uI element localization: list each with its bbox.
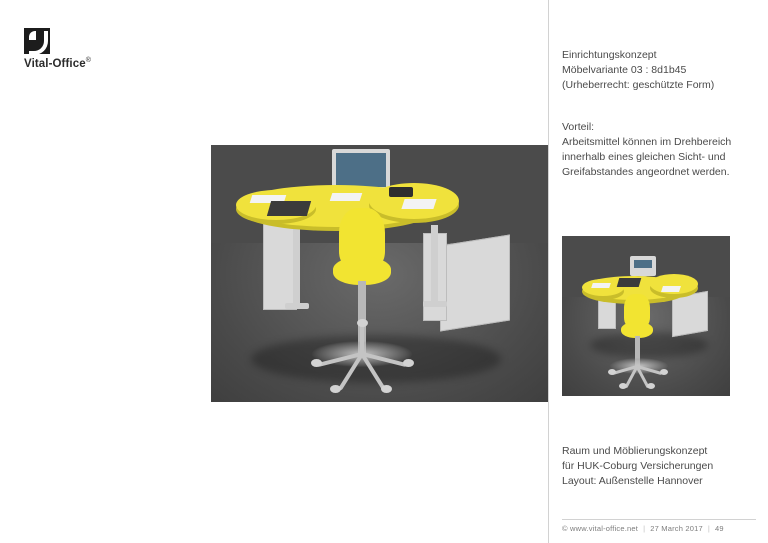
chair-spoke [360, 324, 364, 354]
project-line-2: für HUK-Coburg Versicherungen [562, 460, 714, 472]
benefit-block [562, 120, 758, 180]
footer-page-number: 49 [715, 524, 724, 533]
logo-name: Vital-Office [24, 57, 86, 70]
benefit-heading: Vorteil: [562, 121, 595, 133]
left-pedestal [263, 222, 297, 310]
footer-separator-2: | [707, 524, 711, 533]
vital-office-logo-icon [24, 28, 50, 54]
thumb-right-sideboard [672, 291, 708, 337]
thumb-chair-caster [660, 369, 668, 375]
right-sideboard [440, 234, 510, 331]
desk-phone [389, 187, 413, 197]
project-block [562, 444, 758, 489]
footer-copyright: © www.vital-office.net [562, 524, 639, 533]
footer-separator-1: | [643, 524, 646, 533]
desk-leg-right-foot [423, 301, 447, 307]
benefit-line-3: Greifabstandes angeordnet werden. [562, 166, 730, 178]
desk-paper-center [330, 193, 363, 201]
office-desk-overview-render [562, 236, 730, 396]
thumb-desk-paper-left [591, 283, 611, 288]
thumb-desk-shadow [590, 332, 708, 358]
thumb-desk-paper-right [661, 286, 681, 292]
project-line-3: Layout: Außenstelle Hannover [562, 475, 703, 487]
desk-laptop [267, 201, 311, 216]
footer-date: 27 March 2017 [650, 524, 703, 533]
thumb-monitor [630, 256, 656, 276]
office-desk-perspective-render [211, 145, 548, 402]
thumb-chair-caster [647, 383, 655, 389]
chair-caster [381, 385, 392, 393]
benefit-line-2: innerhalb eines gleichen Sicht- und [562, 151, 726, 163]
column-divider [548, 0, 549, 543]
concept-title-line-2: Möbelvariante 03 : 8d1b45 [562, 64, 687, 76]
logo-wordmark [24, 57, 91, 70]
chair-caster [357, 319, 368, 327]
footer-divider [562, 519, 756, 520]
desk-leg-left-foot [285, 303, 309, 309]
desk-leg-right [431, 225, 438, 305]
chair-caster [330, 385, 341, 393]
chair-caster [311, 359, 322, 367]
benefit-line-1: Arbeitsmittel können im Drehbereich [562, 136, 732, 148]
concept-title-block [562, 48, 757, 93]
desk-paper-right [401, 199, 436, 209]
brand-logo [24, 28, 144, 70]
concept-title-line-3: (Urheberrecht: geschützte Form) [562, 79, 715, 91]
page-footer [562, 524, 762, 533]
logo-registered-mark: ® [85, 57, 91, 64]
desk-leg-left [293, 225, 300, 307]
chair-caster [403, 359, 414, 367]
thumb-chair-caster [608, 369, 616, 375]
project-line-1: Raum und Möblierungskonzept [562, 445, 708, 457]
concept-title-line-1: Einrichtungskonzept [562, 49, 657, 61]
thumb-chair-caster [619, 383, 627, 389]
thumb-desk-laptop [617, 278, 642, 287]
